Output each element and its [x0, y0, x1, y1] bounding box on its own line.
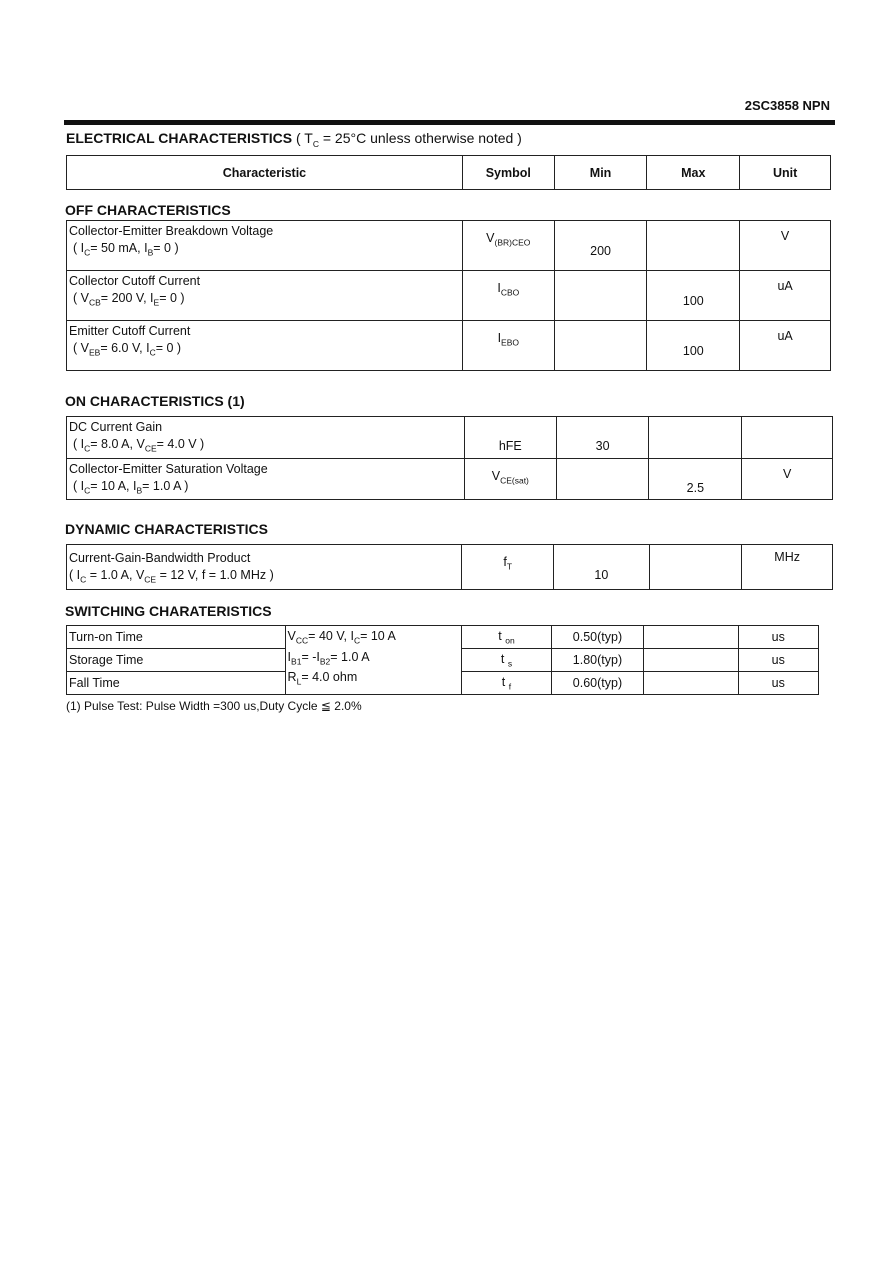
table-row: Turn-on Time $V_{CC}= 40$ V, $I_C= 10$ A $I_{B1}= -I_{B2}= 1.0$ A $R_L= 4.0$ ohm t $_{on}$ 0.50(typ) us — [67, 626, 819, 649]
table-row: Collector Cutoff Current ( $V_{CB}= 200$ V, $I_E= 0$ ) $I_{CBO}$ 100 uA — [67, 271, 831, 321]
header-max: Max — [647, 156, 740, 190]
title-main: ELECTRICAL CHARACTERISTICS — [66, 130, 293, 146]
table-row: Storage Time t $_s$ 1.80(typ) us — [67, 649, 819, 672]
table-row: Collector-Emitter Breakdown Voltage ( $I_C= 50$ mA, $I_B= 0$ ) $V_{(BR)CEO}$ 200 V — [67, 221, 831, 271]
header-rule — [64, 120, 835, 125]
header-unit: Unit — [740, 156, 831, 190]
table-row: Current-Gain-Bandwidth Product ( $I_C = 1.0$ A, $V_{CE} = 12$ V, f = 1.0 MHz ) $f_T$ 10 MHz — [67, 545, 833, 590]
table-row: DC Current Gain ( $I_C= 8.0$ A, $V_{CE}= 4.0$ V ) hFE 30 — [67, 417, 833, 459]
header-min: Min — [554, 156, 647, 190]
page-title — [66, 130, 522, 149]
header-table — [66, 155, 831, 190]
dynamic-characteristics-table — [66, 544, 833, 590]
section-heading-switching: SWITCHING CHARATERISTICS — [65, 603, 272, 619]
section-heading-off: OFF CHARACTERISTICS — [65, 202, 231, 218]
part-number-label: 2SC3858 NPN — [744, 98, 830, 113]
switching-test-conditions: $V_{CC}= 40$ V, $I_C= 10$ A $I_{B1}= -I_{B2}= 1.0$ A $R_L= 4.0$ ohm — [285, 626, 462, 695]
section-heading-on: ON CHARACTERISTICS (1) — [65, 393, 245, 409]
on-characteristics-table — [66, 416, 833, 500]
switching-characteristics-table — [66, 625, 819, 695]
table-row: Fall Time t $_f$ 0.60(typ) us — [67, 672, 819, 695]
footnote: (1) Pulse Test: Pulse Width =300 us,Duty Cycle ≦ 2.0% — [66, 699, 362, 713]
section-heading-dynamic: DYNAMIC CHARACTERISTICS — [65, 521, 268, 537]
header-symbol: Symbol — [462, 156, 554, 190]
off-characteristics-table — [66, 220, 831, 371]
table-row: Emitter Cutoff Current ( $V_{EB}= 6.0$ V, $I_C= 0$ ) $I_{EBO}$ 100 uA — [67, 321, 831, 371]
title-condition: ( $T_C = 25^\circ C$ unless otherwise noted ) — [295, 130, 522, 149]
header-characteristic: Characteristic — [67, 156, 463, 190]
table-row: Collector-Emitter Saturation Voltage ( $I_C= 10$ A, $I_B= 1.0$ A ) $V_{CE(sat)}$ 2.5 V — [67, 458, 833, 500]
